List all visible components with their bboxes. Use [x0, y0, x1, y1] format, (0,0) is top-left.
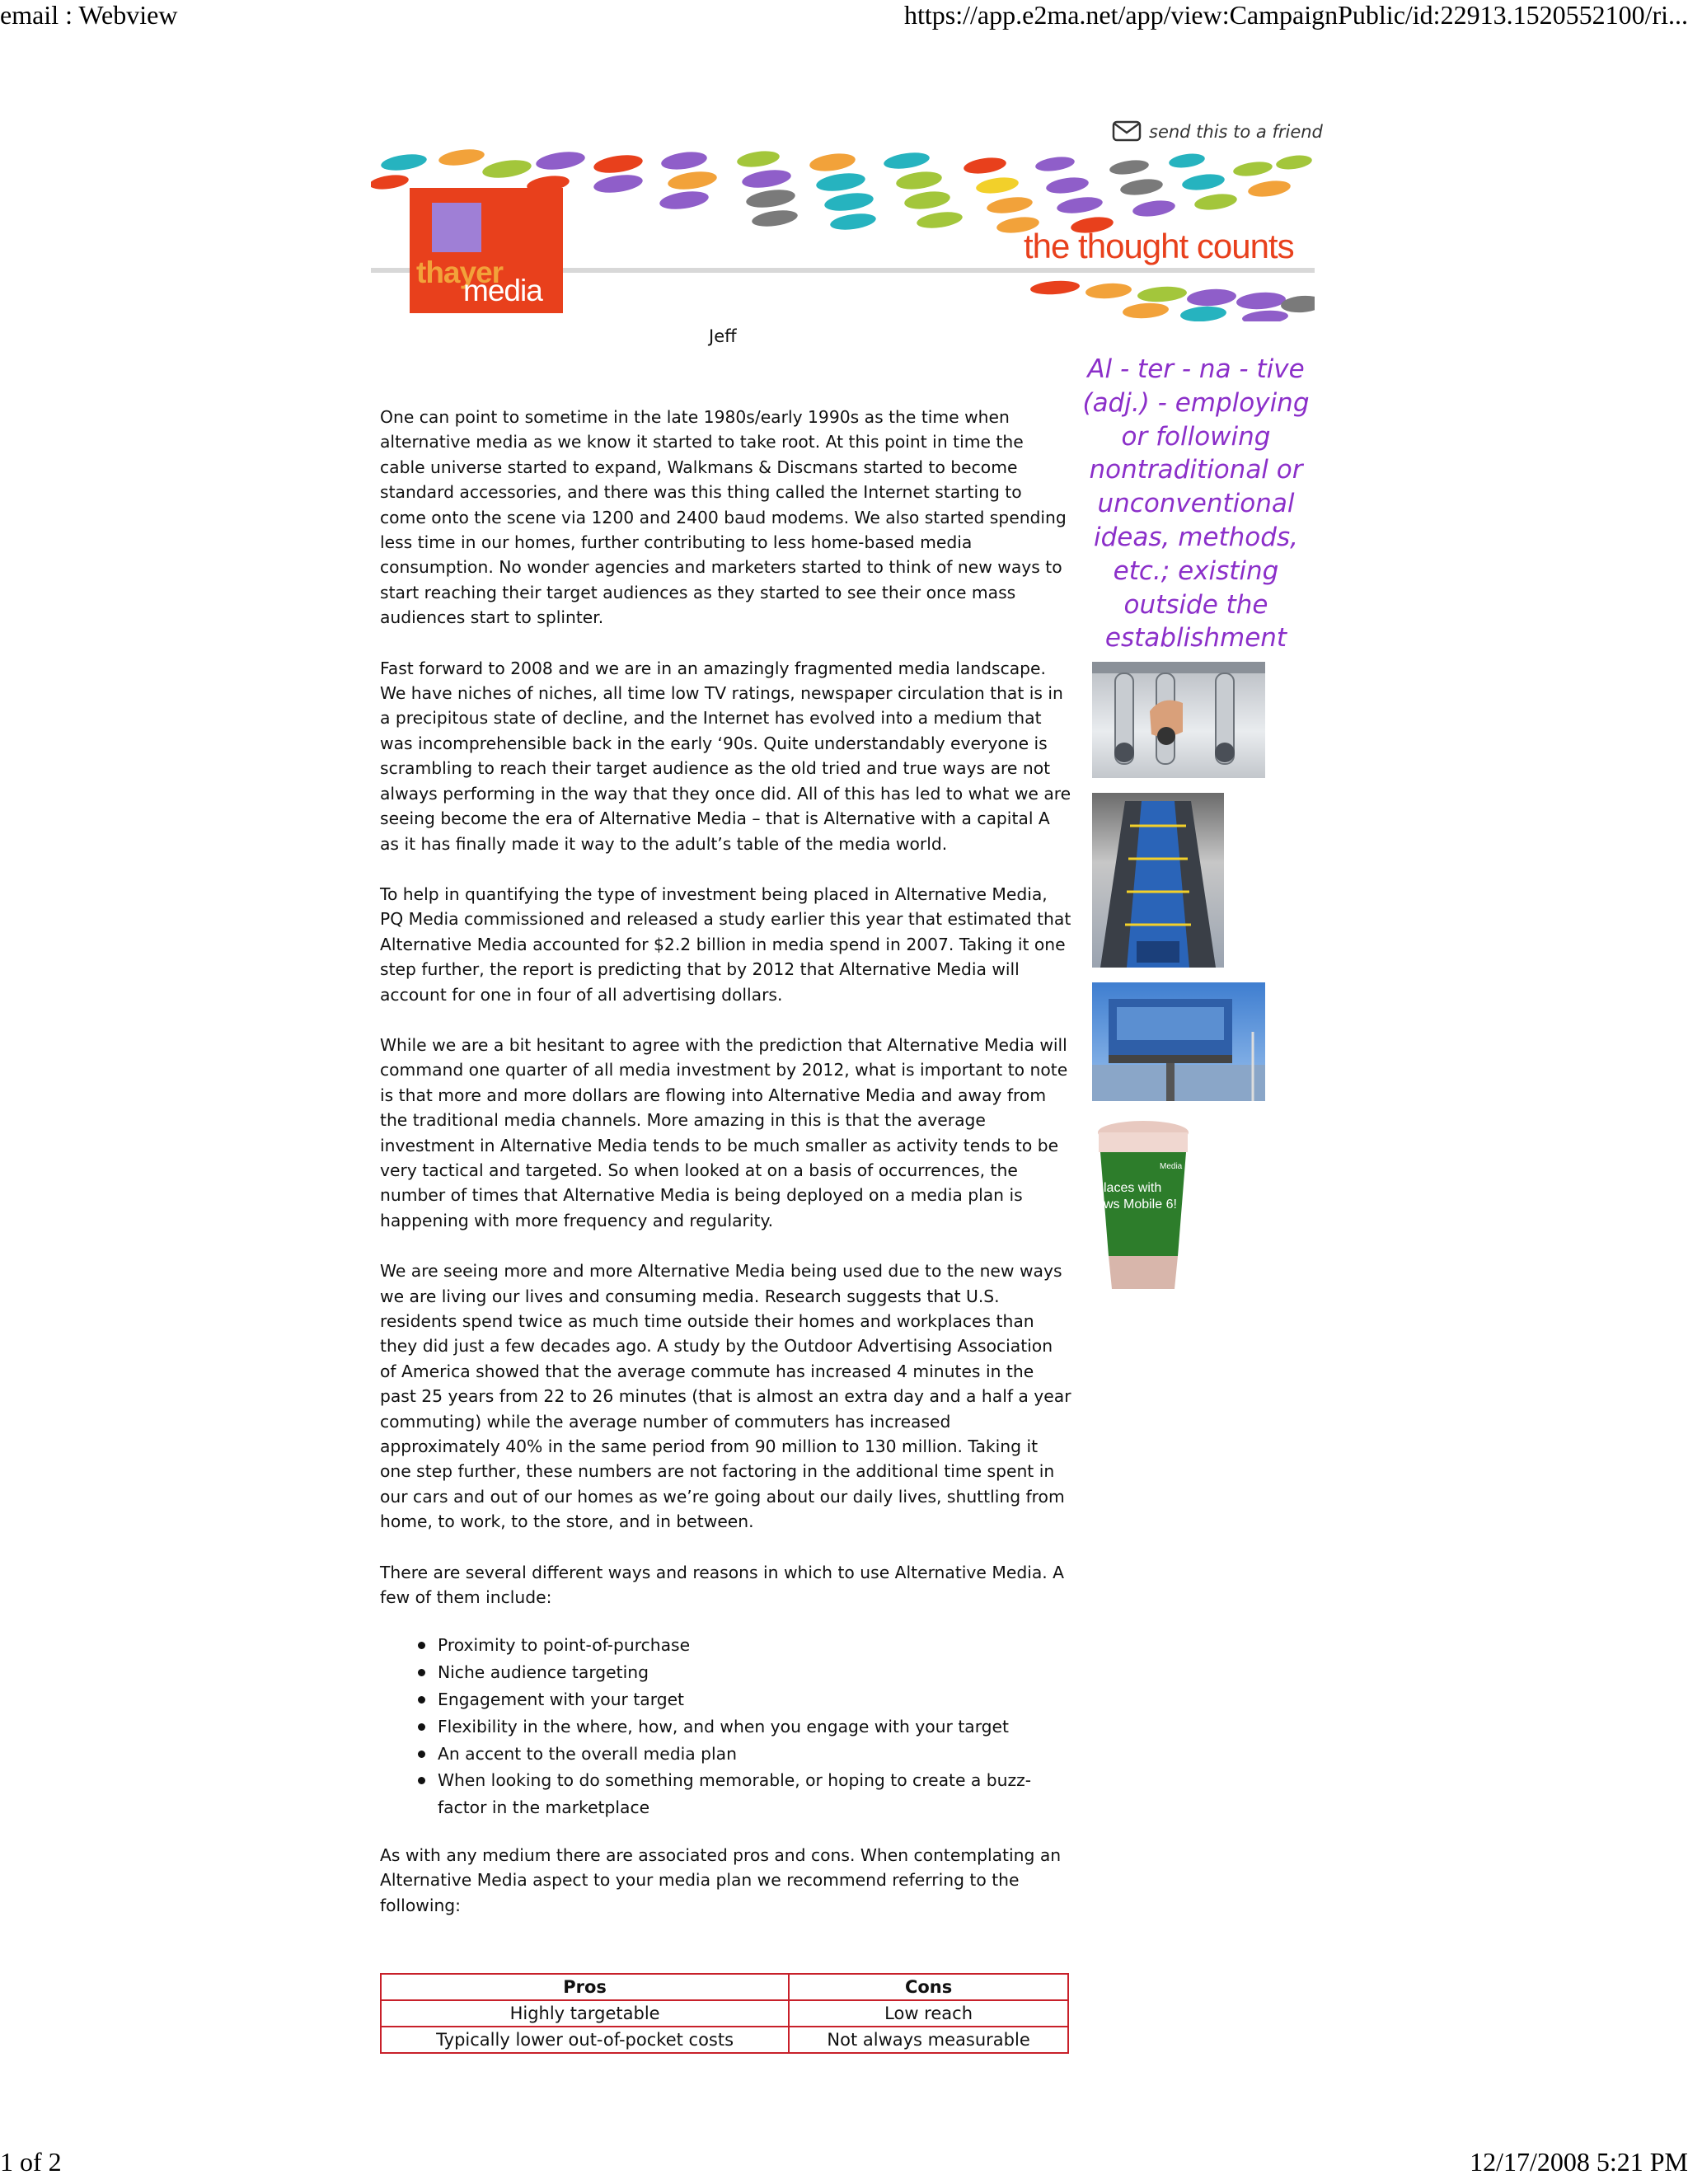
- table-header-row: [381, 1974, 1068, 2000]
- escalator-ad-image: [1092, 793, 1224, 968]
- table-cell: Not always measurable: [789, 2027, 1068, 2053]
- envelope-icon: [1111, 119, 1144, 145]
- table-row: [381, 2000, 1068, 2027]
- list-item: When looking to do something memorable, or hoping to create a buzz-factor in the marketplace: [438, 1767, 1072, 1821]
- banner-dots-bottom: [1030, 279, 1315, 321]
- tagline: the thought counts: [1024, 227, 1294, 265]
- svg-text:Media: Media: [1160, 1162, 1183, 1171]
- table-cell: Low reach: [789, 2000, 1068, 2027]
- list-item: Flexibility in the where, how, and when you engage with your target: [438, 1713, 1072, 1741]
- paragraph: While we are a bit hesitant to agree with the prediction that Alternative Media will command one quarter of all media investment by 2012, what is important to note is that more and more dollars are flowing into Alternative Media and away from the traditional media channels. More amazing in this is that the average investment in Alternative Media tends to be much smaller as activity tends to be very tactical and targeted. So when looked at on a basis of occurrences, the number of times that Alternative Media is being deployed on a media plan is happening with more frequency and regularity.: [380, 1034, 1068, 1230]
- paragraph: As with any medium there are associated pros and cons. When contemplating an Alternative Media aspect to your media plan we recommend referring to the following:: [380, 1845, 1062, 1915]
- svg-text:ws Mobile 6!: ws Mobile 6!: [1104, 1197, 1177, 1212]
- send-to-friend-label: send this to a friend: [1149, 122, 1323, 142]
- reasons-list: [380, 1632, 1072, 1821]
- print-timestamp: 12/17/2008 5:21 PM: [1470, 2147, 1688, 2177]
- list-item: Proximity to point-of-purchase: [438, 1632, 1072, 1659]
- paragraph: There are several different ways and reasons in which to use Alternative Media. A few of them include:: [380, 1562, 1065, 1608]
- logo-text-media: media: [463, 274, 542, 307]
- coffee-cup-ad-image: [1092, 1116, 1195, 1296]
- page-title: email : Webview: [0, 0, 178, 30]
- list-item: Niche audience targeting: [438, 1659, 1072, 1686]
- table-cell: Typically lower out-of-pocket costs: [381, 2027, 789, 2053]
- send-to-friend-link[interactable]: [1111, 119, 1323, 145]
- pros-cons-table: [380, 1973, 1069, 2054]
- column-header-cons: Cons: [789, 1974, 1068, 2000]
- column-header-pros: Pros: [381, 1974, 789, 2000]
- logo-text-thayer: thayer: [416, 255, 504, 289]
- paragraph: We are seeing more and more Alternative Media being used due to the new ways we are living our lives and consuming media. Research suggests that U.S. residents spend twice as much time outside their homes and workplaces than they did just a few decades ago. A study by the Outdoor Advertising Association of America showed that the average commute has increased 4 minutes in the past 25 years from 22 to 26 minutes (that is almost an extra day and a half a year commuting) while the average number of commuters has increased approximately 40% in the same period from 90 million to 130 million. Taking it one step further, these numbers are not factoring in the additional time spent in our cars and out of our homes as we’re going about our daily lives, shuttling from home, to work, to the store, and in between.: [380, 1261, 1071, 1532]
- greeting: Jeff: [709, 326, 737, 346]
- article-body: [380, 405, 1072, 1943]
- paragraph: One can point to sometime in the late 1980s/early 1990s as the time when alternative media as we know it started to take root. At this point in time the cable universe started to expand, Walkmans & Discmans started to become standard accessories, and there was this thing called the Internet starting to come onto the scene via 1200 and 2400 baud modems. We also started spending less time in our homes, further contributing to less home-based media consumption. No wonder agencies and marketers started to think of new ways to start reaching their target audiences as they started to see their once mass audiences start to splinter.: [380, 407, 1067, 628]
- list-item: An accent to the overall media plan: [438, 1741, 1072, 1768]
- table-cell: Highly targetable: [381, 2000, 789, 2027]
- paragraph: Fast forward to 2008 and we are in an amazingly fragmented media landscape. We have niches of niches, all time low TV ratings, newspaper circulation that is in a precipitous state of decline, and the Internet has evolved into a medium that was incomprehensible back in the early ‘90s. Quite understandably everyone is scrambling to reach their target audience as the old tried and true ways are not always performing in the way that they once did. All of this has led to what we are seeing become the era of Alternative Media – that is Alternative with a capital A as it has finally made it way to the adult’s table of the media world.: [380, 658, 1071, 854]
- page-number: 1 of 2: [0, 2147, 62, 2177]
- page-url[interactable]: https://app.e2ma.net/app/view:CampaignPublic/id:22913.1520552100/ri...: [904, 0, 1688, 30]
- list-item: Engagement with your target: [438, 1686, 1072, 1713]
- svg-text:laces with: laces with: [1104, 1181, 1162, 1195]
- paragraph: To help in quantifying the type of investment being placed in Alternative Media, PQ Media commissioned and released a study earlier this year that estimated that Alternative Media accounted for $2.2 billion in media spend in 2007. Taking it one step further, the report is predicting that by 2012 that Alternative Media will account for one in four of all advertising dollars.: [380, 883, 1071, 1005]
- logo-square: [432, 203, 481, 252]
- subway-handles-ad-image: [1092, 662, 1265, 778]
- alternative-definition: Al - ter - na - tive (adj.) - employing or following nontraditional or unconventional ideas, methods, etc.; existing outside the establishment: [1082, 354, 1310, 654]
- table-row: [381, 2027, 1068, 2053]
- billboard-ad-image: [1092, 982, 1265, 1101]
